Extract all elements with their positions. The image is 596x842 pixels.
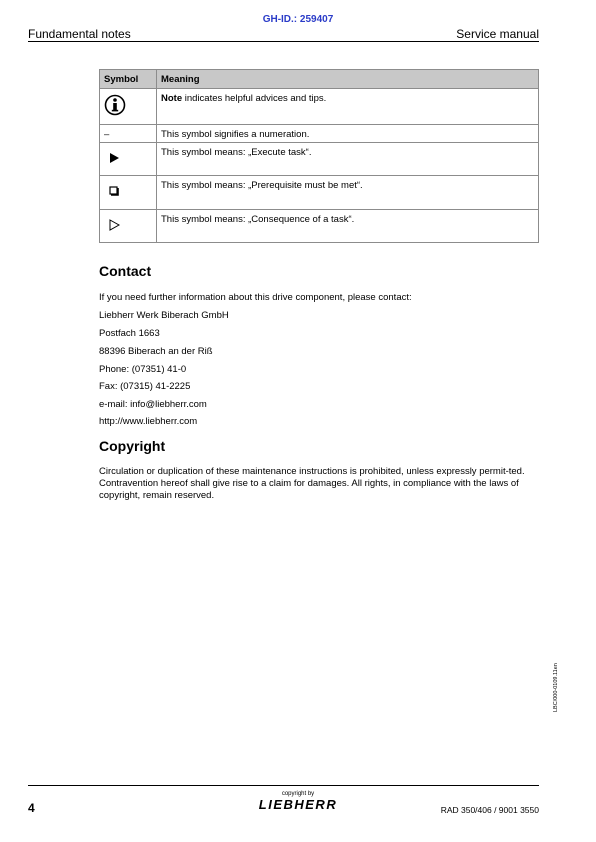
contact-line: Fax: (07315) 41-2225 bbox=[99, 381, 191, 392]
page-header bbox=[28, 27, 539, 42]
meaning-cell: This symbol means: „Consequence of a task“. bbox=[157, 210, 539, 243]
column-header-meaning: Meaning bbox=[157, 70, 539, 89]
info-circle-icon bbox=[104, 94, 126, 116]
contact-email[interactable]: e-mail: info@liebherr.com bbox=[99, 399, 207, 410]
meaning-text: indicates helpful advices and tips. bbox=[182, 93, 327, 104]
symbol-cell: – bbox=[100, 125, 157, 143]
note-label: Note bbox=[161, 93, 183, 104]
footer-divider bbox=[28, 785, 539, 786]
table-row bbox=[100, 125, 539, 143]
symbol-cell bbox=[100, 210, 157, 243]
contact-intro: If you need further information about this drive component, please contact: bbox=[99, 292, 412, 303]
contact-website[interactable]: http://www.liebherr.com bbox=[99, 416, 198, 427]
column-header-symbol: Symbol bbox=[100, 70, 157, 89]
header-section-title: Fundamental notes bbox=[28, 27, 131, 41]
contact-line: 88396 Biberach an der Riß bbox=[99, 346, 213, 357]
contact-line: Liebherr Werk Biberach GmbH bbox=[99, 310, 229, 321]
contact-heading: Contact bbox=[99, 263, 152, 279]
table-header-row bbox=[100, 70, 539, 89]
page-number: 4 bbox=[28, 801, 35, 815]
document-reference: RAD 350/406 / 9001 3550 bbox=[440, 805, 539, 815]
symbol-table bbox=[99, 69, 539, 243]
copyright-text: Circulation or duplication of these maintenance instructions is prohibited, unless expressly permit-ted. Contravention hereof shall give rise to a claim for damages. All rights, in compliance with the laws of copyright, remain reserved. bbox=[99, 466, 525, 501]
contact-line: Postfach 1663 bbox=[99, 328, 160, 339]
meaning-cell: This symbol means: „Execute task“. bbox=[157, 143, 539, 176]
side-document-id: LBC/000-0109.11en bbox=[553, 663, 559, 712]
contact-line: Phone: (07351) 41-0 bbox=[99, 364, 187, 375]
filled-triangle-icon bbox=[108, 152, 120, 164]
symbol-cell bbox=[100, 89, 157, 125]
square-icon bbox=[108, 185, 120, 197]
meaning-cell: This symbol means: „Prerequisite must be met“. bbox=[157, 176, 539, 210]
symbol-cell bbox=[100, 143, 157, 176]
copyright-by-label: copyright by bbox=[281, 791, 315, 797]
table-row bbox=[100, 210, 539, 243]
header-doc-type: Service manual bbox=[456, 27, 539, 41]
gh-id: GH-ID.: 259407 bbox=[262, 14, 334, 25]
copyright-heading: Copyright bbox=[99, 438, 166, 454]
meaning-cell bbox=[157, 89, 539, 125]
table-row bbox=[100, 89, 539, 125]
liebherr-logo: LIEBHERR bbox=[258, 797, 338, 812]
table-row bbox=[100, 143, 539, 176]
table-row bbox=[100, 176, 539, 210]
outline-triangle-icon bbox=[108, 219, 120, 231]
symbol-cell bbox=[100, 176, 157, 210]
meaning-cell: This symbol signifies a numeration. bbox=[157, 125, 539, 143]
